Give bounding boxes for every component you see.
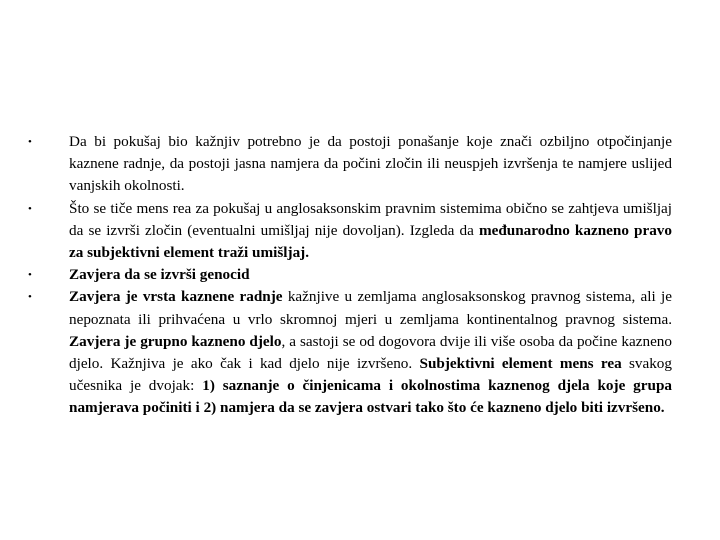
bullet-text-segment: kažnjive u zemljama anglosaksonskog pravnog sistema, ali je nepoznata ili prihvaćena u vrlo skromnoj mjeri u zemljama kontinentalnog pravnog sistema.: [69, 288, 672, 328]
bullet-item: [28, 264, 672, 286]
bullet-text-segment: svakog učesnika je dvojak:: [69, 355, 672, 395]
bullet-list: [28, 131, 672, 420]
bullet-dot-icon: •: [28, 136, 32, 148]
bullet-item: [28, 286, 672, 419]
bullet-text-segment: Da bi pokušaj bio kažnjiv potrebno je da postoji ponašanje koje znači ozbiljno otpočinjanje kaznene radnje, da postoji jasna namjera da počini zločin ili neuspjeh izvršenja te namjere uslijed vanjskih okolnosti.: [69, 133, 672, 195]
bullet-dot-icon: •: [28, 202, 32, 215]
bullet-text-segment: Što se tiče mens rea za pokušaj u anglosaksonskim pravnim sistemima obično se zahtjeva umišljaj da se izvrši zločin (eventualni umišljaj nije dovoljan). Izgleda da: [69, 199, 672, 239]
bullet-bold-segment: 1) saznanje o činjenicama i okolnostima kaznenog djela koje grupa namjerava počiniti i 2) namjera da se zavjera ostvari tako što će kazneno djelo biti izvršeno.: [69, 377, 672, 417]
bullet-dot-icon: •: [28, 269, 32, 282]
bullet-bold-segment: međunarodno kazneno pravo za subjektivni element traži umišljaj.: [69, 221, 672, 262]
bullet-text-segment: , a sastoji se od dogovora dvije ili više osoba da počine kazneno djelo. Kažnjiva je ako čak i kad djelo nije izvršeno.: [69, 332, 672, 373]
bullet-bold-segment: Subjektivni element mens rea: [419, 355, 622, 373]
bullet-bold-segment: Zavjera je vrsta kaznene radnje: [69, 288, 283, 306]
bullet-dot-icon: •: [28, 291, 32, 304]
bullet-item: [28, 131, 672, 198]
bullet-item: [28, 198, 672, 265]
bullet-bold-segment: Zavjera da se izvrši genocid: [69, 266, 250, 284]
bullet-bold-segment: Zavjera je grupno kazneno djelo: [69, 332, 282, 350]
